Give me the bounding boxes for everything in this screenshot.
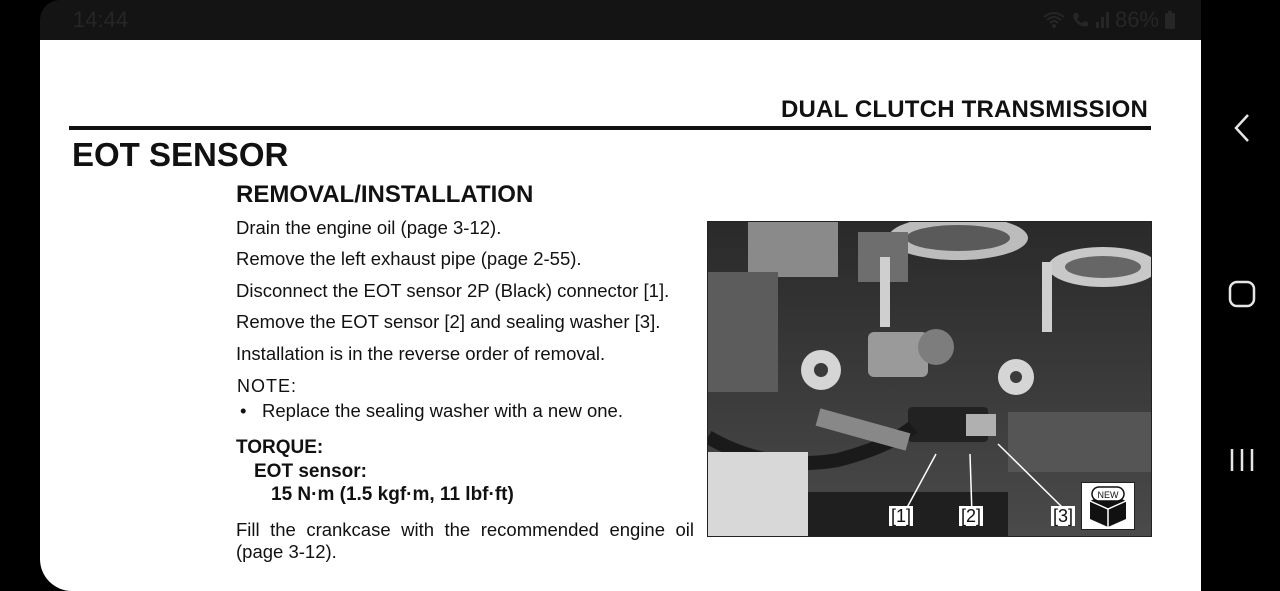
final-step-line-2: (page 3-12). xyxy=(236,541,337,562)
header-rule xyxy=(69,126,1151,130)
section-title: DUAL CLUTCH TRANSMISSION xyxy=(780,96,1148,123)
home-button[interactable] xyxy=(1222,274,1262,314)
back-icon xyxy=(1232,112,1252,144)
new-part-icon xyxy=(1081,482,1135,530)
back-button[interactable] xyxy=(1222,108,1262,148)
bullet: • xyxy=(240,400,247,421)
manual-page[interactable] xyxy=(40,40,1201,591)
status-time: 14:44 xyxy=(73,7,129,32)
status-icons xyxy=(1043,7,1175,33)
procedure-step: Disconnect the EOT sensor 2P (Black) connector [1]. xyxy=(236,279,670,301)
call-icon xyxy=(1071,11,1089,29)
battery-icon xyxy=(1165,11,1175,29)
home-icon xyxy=(1227,279,1257,309)
torque-label: TORQUE: xyxy=(236,437,324,458)
callout-sensor: [2] xyxy=(961,506,982,526)
callout-connector: [1] xyxy=(891,506,912,526)
signal-icon xyxy=(1095,11,1109,29)
procedure-step: Remove the EOT sensor [2] and sealing washer [3]. xyxy=(236,311,661,333)
recents-icon xyxy=(1228,446,1256,474)
wifi-icon xyxy=(1043,11,1065,29)
procedure-steps xyxy=(236,216,669,373)
status-bar xyxy=(40,0,1201,40)
procedure-step: Drain the engine oil (page 3-12). xyxy=(236,217,502,238)
final-step-line-1: Fill the crankcase with the recommended engine oil xyxy=(236,519,694,540)
torque-part: EOT sensor: xyxy=(254,461,367,482)
procedure-step: Remove the left exhaust pipe (page 2-55). xyxy=(236,248,582,270)
procedure-step: Installation is in the reverse order of removal. xyxy=(236,342,606,364)
subsection-title: REMOVAL/INSTALLATION xyxy=(236,181,534,208)
battery-percent: 86% xyxy=(1114,7,1159,32)
recents-button[interactable] xyxy=(1222,440,1262,480)
page-title: EOT SENSOR xyxy=(72,136,289,173)
torque-value: 15 N·m (1.5 kgf·m, 11 lbf·ft) xyxy=(271,484,514,505)
note-item xyxy=(240,400,623,422)
note-label: NOTE: xyxy=(237,376,298,396)
note-text: Replace the sealing washer with a new one. xyxy=(262,400,623,421)
navigation-bar xyxy=(1201,0,1280,591)
callout-washer: [3] xyxy=(1053,506,1074,526)
new-badge-text: NEW xyxy=(1097,490,1119,500)
